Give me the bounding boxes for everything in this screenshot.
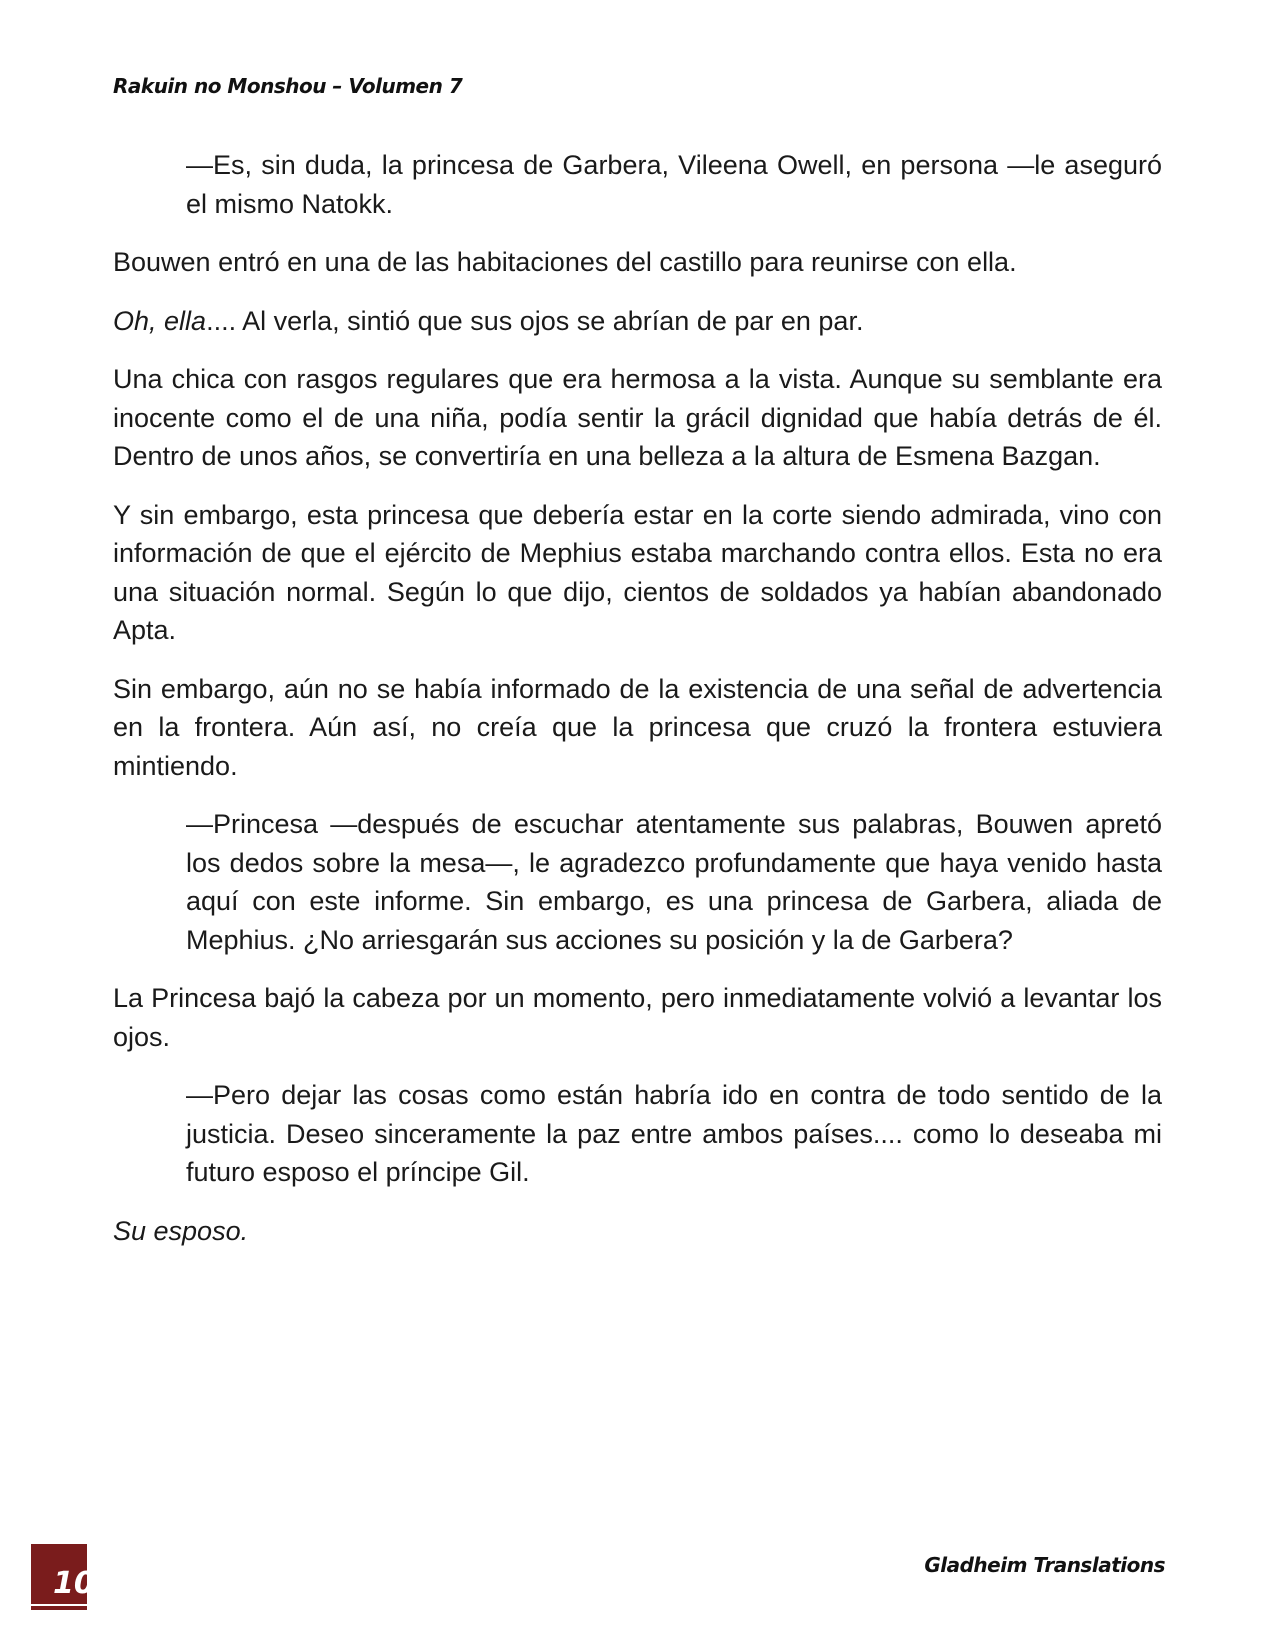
page-number: 10 (53, 1566, 95, 1601)
dialogue-paragraph: —Es, sin duda, la princesa de Garbera, Vileena Owell, en persona —le aseguró el mismo Natokk. (186, 150, 1162, 219)
page-number-underline (31, 1604, 87, 1606)
italic-thought: Oh, ella (113, 305, 207, 336)
translator-credit: Gladheim Translations (924, 1553, 1165, 1577)
narrative-paragraph: Una chica con rasgos regulares que era hermosa a la vista. Aunque su semblante era inocente como el de una niña, podía sentir la grácil dignidad que había detrás de él. Dentro de unos años, se convertiría en una belleza a la altura de Esmena Bazgan. (113, 364, 1162, 471)
dialogue-paragraph: —Princesa —después de escuchar atentamente sus palabras, Bouwen apretó los dedos sobre la mesa—, le agradezco profundamente que haya venido hasta aquí con este informe. Sin embargo, es una princesa de Garbera, aliada de Mephius. ¿No arriesgarán sus acciones su posición y la de Garbera? (186, 809, 1162, 955)
narrative-paragraph: Bouwen entró en una de las habitaciones del castillo para reunirse con ella. (113, 247, 1017, 277)
dialogue-paragraph: —Pero dejar las cosas como están habría ido en contra de todo sentido de la justicia. Deseo sinceramente la paz entre ambos países.... como lo deseaba mi futuro esposo el príncipe Gil. (186, 1080, 1162, 1187)
running-header-title: Rakuin no Monshou – Volumen 7 (113, 74, 463, 98)
thought-continuation: .... Al verla, sintió que sus ojos se abrían de par en par. (206, 305, 864, 336)
page-number-badge (31, 1544, 95, 1610)
narrative-paragraph: La Princesa bajó la cabeza por un momento, pero inmediatamente volvió a levantar los ojos. (113, 983, 1162, 1052)
narrative-paragraph: Sin embargo, aún no se había informado de la existencia de una señal de advertencia en la frontera. Aún así, no creía que la princesa que cruzó la frontera estuviera mintiendo. (113, 673, 1162, 781)
chapter-body (113, 146, 1162, 1270)
thought-paragraph (113, 302, 1162, 341)
italic-thought-paragraph: Su esposo. (113, 1215, 249, 1246)
narrative-paragraph: Y sin embargo, esta princesa que debería estar en la corte siendo admirada, vino con información de que el ejército de Mephius estaba marchando contra ellos. Esta no era una situación normal. Según lo que dijo, cientos de soldados ya habían abandonado Apta. (113, 499, 1162, 645)
